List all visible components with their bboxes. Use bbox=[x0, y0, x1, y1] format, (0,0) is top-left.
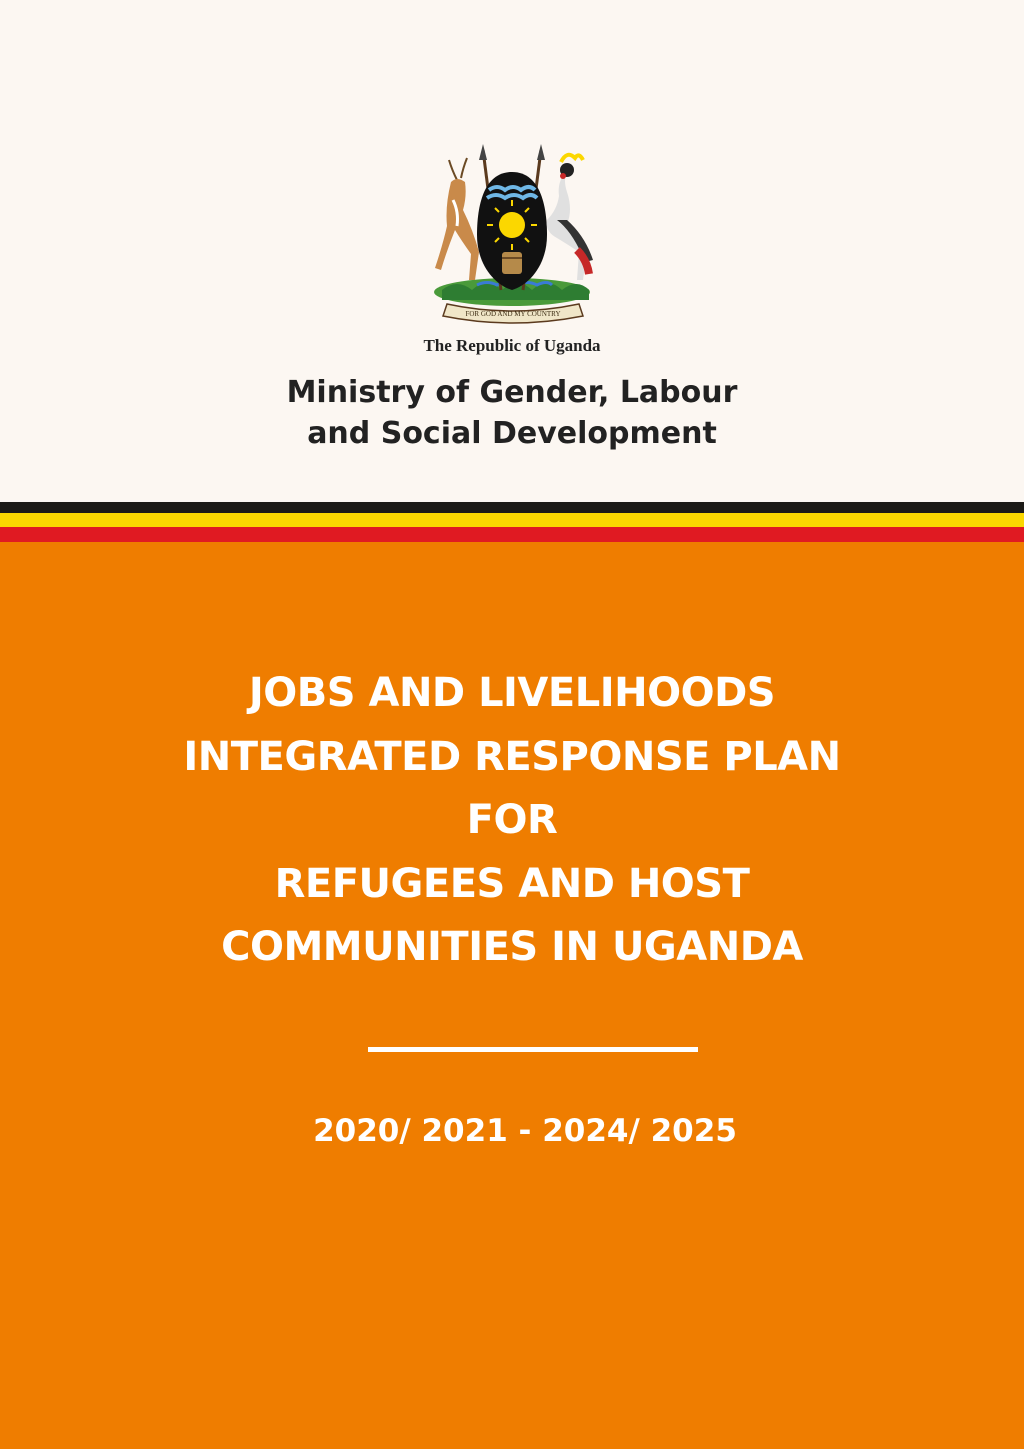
document-title bbox=[0, 662, 1024, 980]
country-name: The Republic of Uganda bbox=[423, 336, 601, 355]
coat-of-arms-emblem bbox=[417, 140, 607, 330]
flag-stripe-black bbox=[0, 502, 1024, 513]
ministry-line-1: Ministry of Gender, Labour bbox=[286, 375, 738, 410]
title-line-5: COMMUNITIES IN UGANDA bbox=[221, 924, 803, 970]
title-divider bbox=[368, 1047, 698, 1052]
title-line-4: REFUGEES AND HOST bbox=[274, 860, 750, 907]
motto-text: FOR GOD AND MY COUNTRY bbox=[465, 310, 561, 318]
title-line-1: JOBS AND LIVELIHOODS bbox=[248, 670, 776, 716]
title-line-3: FOR bbox=[466, 797, 558, 843]
header-section bbox=[0, 0, 1024, 502]
flag-stripe-red bbox=[0, 527, 1024, 542]
ministry-name bbox=[0, 372, 1024, 454]
ministry-line-2: and Social Development bbox=[307, 416, 717, 451]
flag-stripe-yellow bbox=[0, 513, 1024, 527]
title-line-2: INTEGRATED RESPONSE PLAN bbox=[183, 733, 841, 780]
plan-period: 2020/ 2021 - 2024/ 2025 bbox=[313, 1113, 737, 1149]
